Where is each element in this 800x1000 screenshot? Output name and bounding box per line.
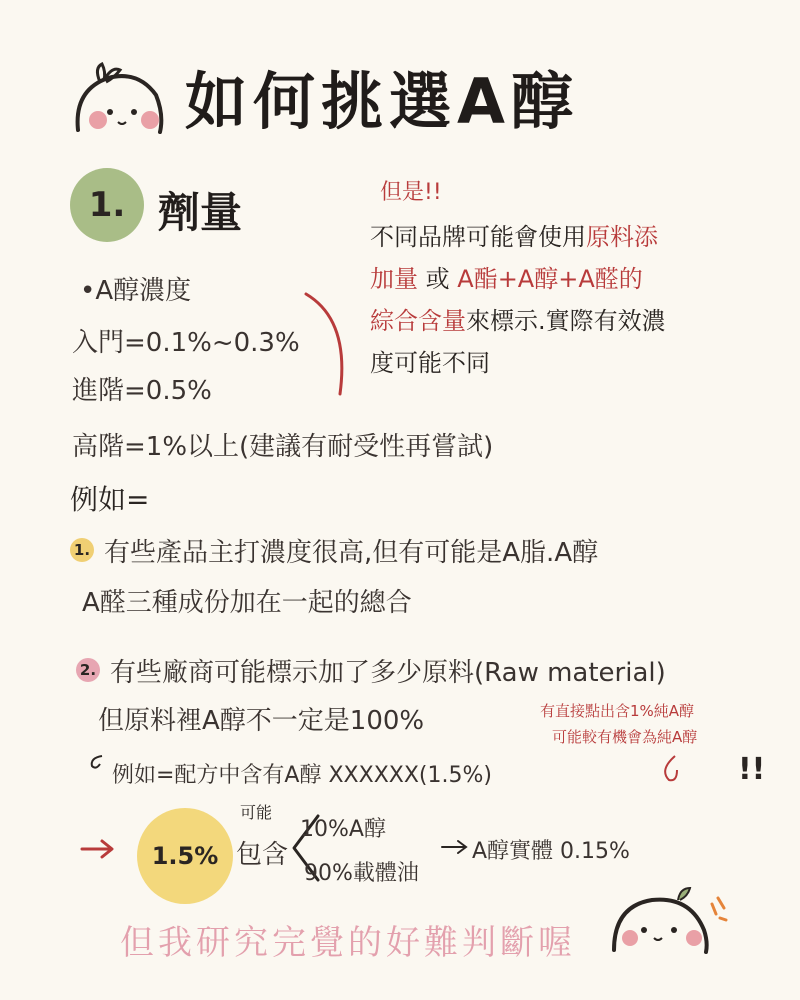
warning-line: [370, 258, 666, 300]
formula-example: 例如=配方中含有A醇 XXXXXX(1.5%): [112, 763, 492, 788]
warning-line: [370, 216, 666, 258]
warning-segment: 度可能不同: [370, 349, 490, 377]
red-arrow-icon: [80, 838, 116, 860]
breakdown-item: 10%A醇: [300, 817, 386, 842]
percentage-badge: 1.5%: [137, 808, 233, 904]
example-heading: 例如=: [70, 483, 150, 516]
warning-heading: 但是!!: [380, 180, 442, 205]
example-line: 有些廠商可能標示加了多少原料(Raw material): [110, 658, 666, 688]
exclamation-icon: !!: [738, 752, 766, 787]
concentration-level-high: 高階=1%以上(建議有耐受性再嘗試): [72, 432, 494, 462]
concentration-level-entry: 入門=0.1%~0.3%: [72, 328, 300, 358]
concentration-heading: •A醇濃度: [80, 276, 192, 306]
warning-line: [370, 342, 666, 384]
warning-segment: 來標示.實際有效濃: [466, 307, 666, 335]
contain-label: 包含: [236, 840, 289, 870]
section-title: 劑量: [158, 188, 243, 237]
footer-note: 但我研究完覺的好難判斷喔: [120, 923, 576, 963]
warning-segment-red: 原料添: [586, 223, 658, 251]
warning-segment: 或: [425, 265, 450, 293]
mascot-top-icon: [68, 60, 168, 142]
warning-text: [370, 216, 666, 384]
concentration-level-advanced: 進階=0.5%: [72, 376, 212, 406]
quote-mark-icon: [86, 752, 108, 774]
page-title: 如何挑選A醇: [185, 65, 579, 138]
warning-segment: 不同品牌可能會使用: [370, 223, 586, 251]
example-line: 但原料裡A醇不一定是100%: [98, 706, 425, 736]
side-note-arrow-icon: [655, 752, 685, 786]
breakdown-result: A醇實體 0.15%: [472, 839, 630, 864]
warning-segment-red: 加量: [370, 265, 418, 293]
mascot-bottom-icon: [608, 884, 728, 960]
example-line: 有些產品主打濃度很高,但有可能是A脂.A醇: [104, 538, 599, 568]
example-number-badge: 2.: [76, 658, 100, 682]
example-number-badge: 1.: [70, 538, 94, 562]
may-label: 可能: [240, 803, 273, 822]
breakdown-item: 90%載體油: [304, 861, 419, 886]
side-note-line: 可能較有機會為純A醇: [552, 728, 698, 746]
warning-segment-red: A酯+A醇+A醛的: [457, 265, 643, 293]
warning-segment-red: 綜合含量: [370, 307, 466, 335]
section-number-badge: 1.: [70, 168, 144, 242]
example-line: A醛三種成份加在一起的總合: [82, 588, 412, 618]
bracket-divider-icon: [300, 290, 360, 400]
warning-line: [370, 300, 666, 342]
result-arrow-icon: [440, 838, 470, 856]
side-note-line: 有直接點出含1%純A醇: [540, 702, 695, 720]
